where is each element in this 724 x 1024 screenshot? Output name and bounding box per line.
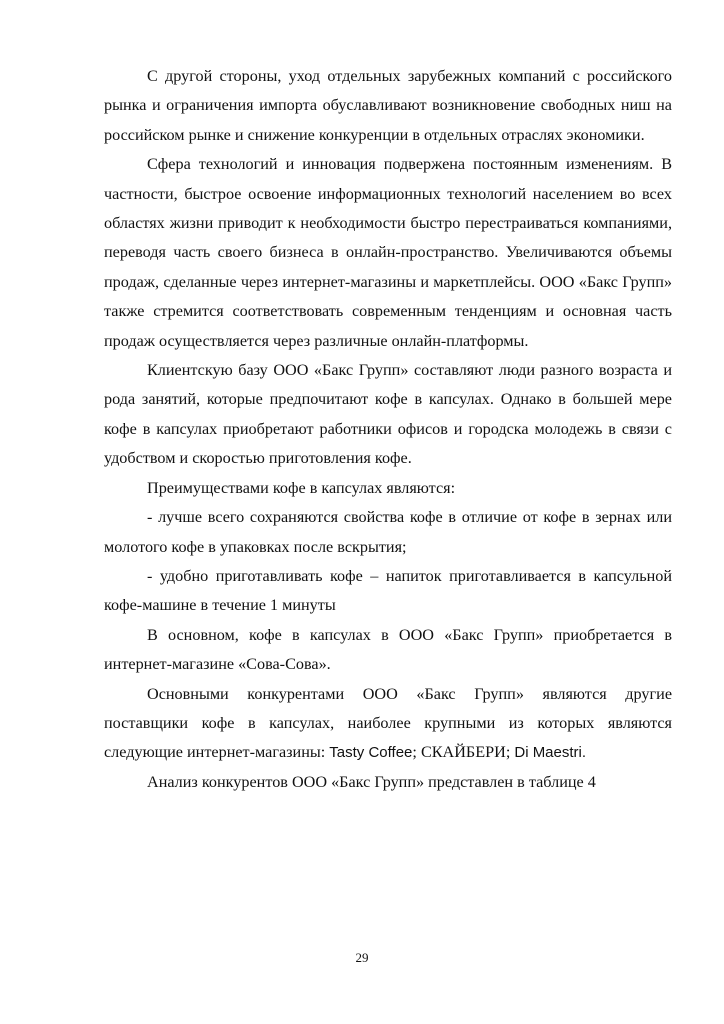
competitor-name: СКАЙБЕРИ (420, 743, 506, 762)
page-number: 29 (355, 950, 369, 965)
competitors-lead: Основными конкурентами ООО «Бакс Групп» являются другие поставщики кофе в капсулах, наиболее крупными из которых являются следующие интернет-магазины: (104, 684, 672, 762)
paragraph: С другой стороны, уход отдельных зарубежных компаний с российского рынка и ограничения импорта обуславливают возникновение свободных ниш на российском рынке и снижение конкуренции в отдельных отраслях экономики. (104, 67, 672, 144)
competitor-name: Di Maestri. (514, 744, 587, 762)
separator: ; (505, 743, 511, 762)
competitors-paragraph (104, 680, 672, 768)
list-item: - лучше всего сохраняются свойства кофе в отличие от кофе в зернах или молотого кофе в упаковках после вскрытия; (104, 508, 672, 556)
paragraph: Анализ конкурентов ООО «Бакс Групп» представлен в таблице 4 (147, 772, 596, 791)
paragraph: Преимуществами кофе в капсулах являются: (147, 478, 456, 497)
separator: ; (412, 743, 417, 762)
paragraph: Клиентскую базу ООО «Бакс Групп» составляют люди разного возраста и рода занятий, которые предпочитают кофе в капсулах. Однако в большей мере кофе в капсулах приобретают работники офисов и городска молодежь в связи с удобством и скоростью приготовления кофе. (104, 361, 672, 468)
body-text (104, 62, 672, 797)
paragraph: В основном, кофе в капсулах в ООО «Бакс Групп» приобретается в интернет-магазине «Сова-Сова». (104, 625, 672, 674)
list-item: - удобно приготавливать кофе – напиток приготавливается в капсульной кофе-машине в течение 1 минуты (104, 566, 672, 615)
competitor-name: Tasty Coffee (329, 744, 413, 762)
paragraph: Сфера технологий и инновация подвержена постоянным изменениям. В частности, быстрое освоение информационных технологий населением во всех областях жизни приводит к необходимости быстро перестраиваться компаниями, переводя часть своего бизнеса в онлайн-пространство. Увеличиваются объемы продаж, сделанные через интернет-магазины и маркетплейсы. ООО «Бакс Групп» также стремится соответствовать современным тенденциям и основная часть продаж осуществляется через различные онлайн-платформы. (104, 155, 672, 350)
